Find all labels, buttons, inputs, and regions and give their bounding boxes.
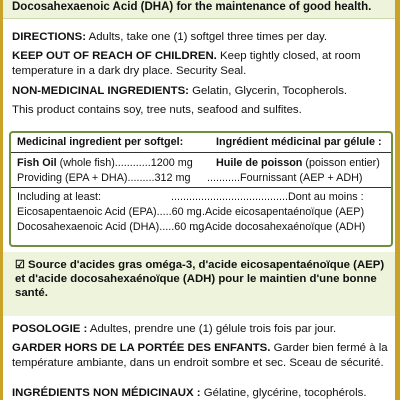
ingredients-fr-label: INGRÉDIENTS NON MÉDICINAUX : <box>12 387 201 399</box>
directions-text: Adults, take one (1) softgel three times per day. <box>88 31 328 43</box>
allergen-text: This product contains soy, tree nuts, seafood and sulfites. <box>12 104 302 116</box>
table-row <box>11 191 391 204</box>
gold-border-left <box>0 0 3 400</box>
gold-border-right <box>395 0 400 400</box>
garder-warning <box>12 341 392 370</box>
garder-label: GARDER HORS DE LA PORTÉE DES ENFANTS. <box>12 342 271 354</box>
claim-band <box>3 0 395 19</box>
french-claim-text: Source d'acides gras oméga-3, d'acide eicosapentaénoïque (AEP) et d'acide docosahexaénoïque (ADH) pour le maintien d'une bonne santé. <box>15 259 385 300</box>
directions-label: DIRECTIONS: <box>12 31 87 43</box>
non-medicinal-text: Gelatin, Glycerin, Tocopherols. <box>192 85 348 97</box>
non-medicinal-label: NON-MEDICINAL INGREDIENTS: <box>12 85 189 97</box>
posologie-text: Adultes, prendre une (1) gélule trois fois par jour. <box>89 323 337 335</box>
ingredient-name-fr: Huile de poisson <box>216 157 303 169</box>
non-medicinal-ingredients <box>12 84 392 99</box>
row-text-fr: ....Acide eicosapentaénoïque (AEP) <box>193 206 365 218</box>
table-header-fr: Ingrédient médicinal par gélule : <box>216 136 382 148</box>
ingredients-non-medicinaux <box>12 386 392 401</box>
posologie <box>12 322 392 337</box>
keep-out-label: KEEP OUT OF REACH OF CHILDREN. <box>12 50 217 62</box>
table-header-en: Medicinal ingredient per softgel: <box>17 136 184 148</box>
directions <box>12 30 392 45</box>
row-text-fr: .......................................Dont au moins : <box>171 191 364 203</box>
row-text-fr: ....Acide docosahexaénoïque (ADH) <box>193 221 366 233</box>
ingredients-fr-text: Gélatine, glycérine, tocophérols. <box>203 387 367 399</box>
table-row <box>11 221 391 234</box>
keep-out-warning <box>12 49 392 78</box>
claim-text: Docosahexaenoic Acid (DHA) for the maintenance of good health. <box>12 1 372 13</box>
row-text-fr: ...........Fournissant (AEP + ADH) <box>207 172 363 184</box>
row-text-en: Eicosapentaenoic Acid (EPA).....60 mg <box>17 206 202 218</box>
ingredient-detail-fr: (poisson entier) <box>302 157 380 169</box>
posologie-label: POSOLOGIE : <box>12 323 88 335</box>
checkbox-icon: ☑ <box>15 259 25 271</box>
ingredient-detail-en: (whole fish)............1200 mg <box>56 157 193 169</box>
row-text-en: Including at least: <box>17 191 102 203</box>
row-text-en: Providing (EPA + DHA).........312 mg <box>17 172 191 184</box>
keep-out-text: Keep tightly closed, at room temperature in a dark dry place. Security Seal. <box>12 50 361 77</box>
table-row <box>11 157 391 170</box>
table-row <box>11 172 391 185</box>
french-claim-band <box>3 252 395 316</box>
medicinal-ingredient-table <box>9 131 393 247</box>
ingredient-name-en: Fish Oil <box>17 157 57 169</box>
table-header <box>11 133 391 153</box>
row-text-en: Docosahexaenoic Acid (DHA).....60 mg <box>17 221 205 233</box>
garder-text: Garder bien fermé à la température ambiante, dans un endroit sombre et sec. Sceau de sécurité. <box>12 342 388 369</box>
allergen-statement <box>12 103 392 118</box>
table-divider <box>11 187 391 188</box>
table-row <box>11 206 391 219</box>
